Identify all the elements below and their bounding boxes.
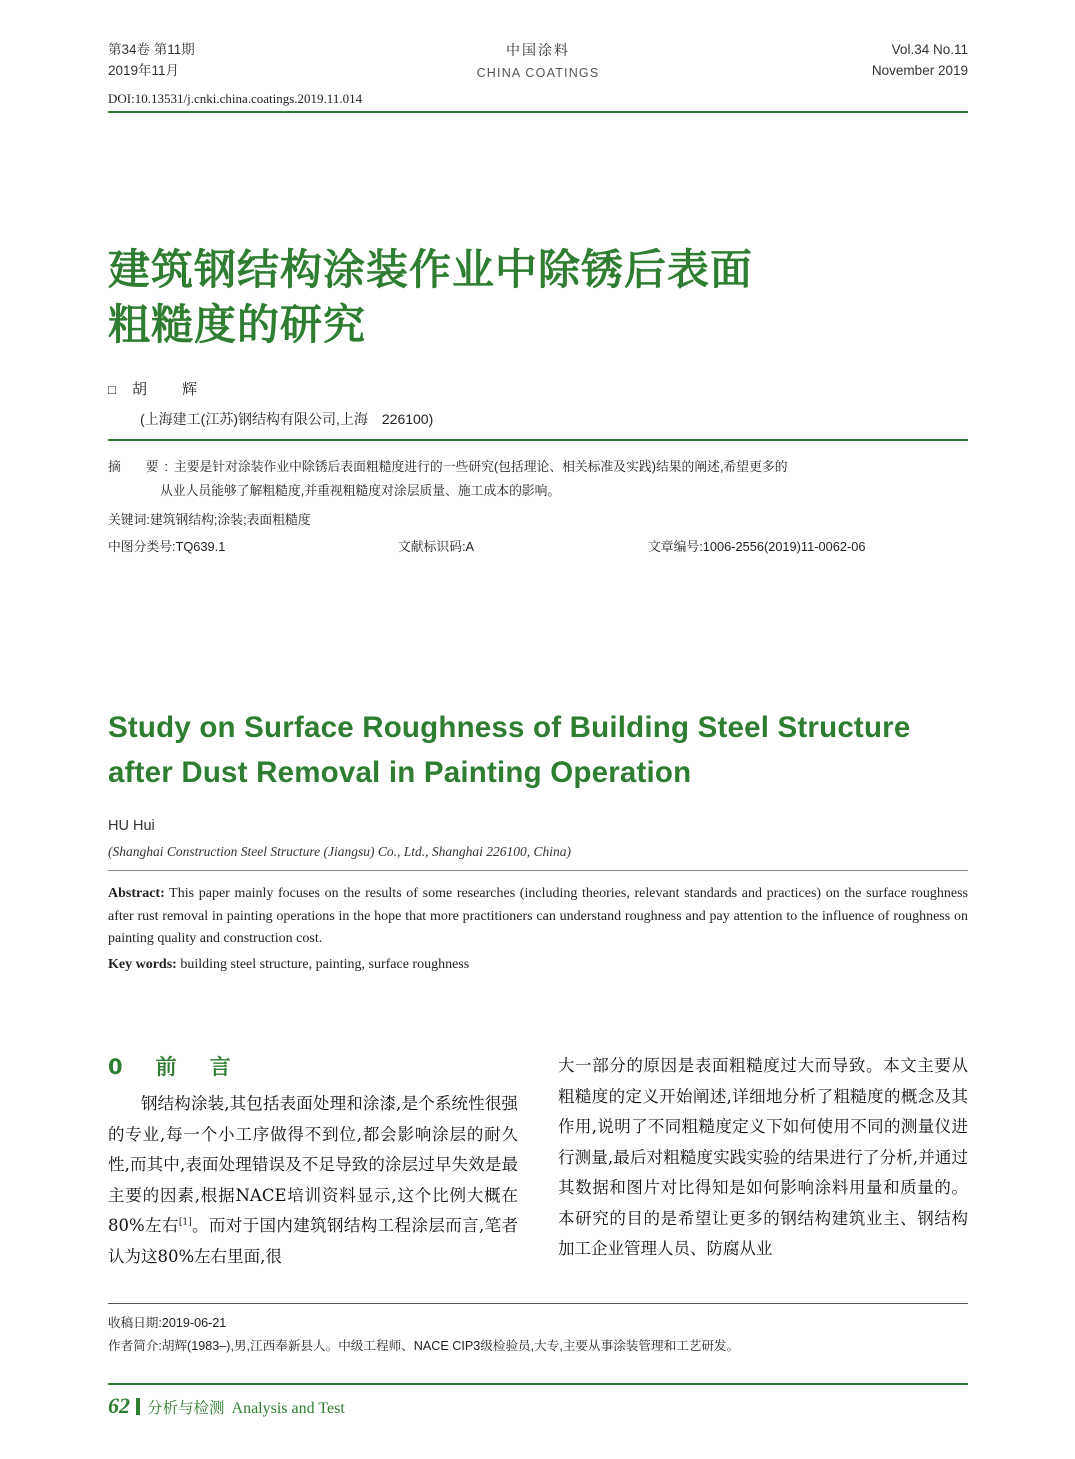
body-paragraph-right: 大一部分的原因是表面粗糙度过大而导致。本文主要从粗糙度的定义开始阐述,详细地分析了粗糙度的概念及其作用,说明了不同粗糙度定义下如何使用不同的测量仪进行测量,最后对粗糙度实践实验的结果进行了分析,并通过其数据和图片对比得知是如何影响涂料用量和质量的。本研究的目的是希望让更多的钢结构建筑业主、钢结构加工企业管理人员、防腐从业	[558, 1056, 968, 1259]
clc-number: 中图分类号:TQ639.1	[108, 538, 226, 554]
footer-bar-icon	[136, 1398, 140, 1415]
divider-green-top	[108, 439, 968, 441]
page-footer	[108, 1383, 968, 1419]
abstract-cn	[108, 455, 968, 502]
date-en: November 2019	[871, 62, 968, 78]
title-en-line1: Study on Surface Roughness of Building Steel Structure	[108, 710, 911, 744]
doi-line: DOI:10.13531/j.cnki.china.coatings.2019.11.014	[108, 91, 968, 113]
keywords-cn: 关键词:建筑钢结构;涂装;表面粗糙度	[108, 511, 311, 527]
body-columns	[108, 1051, 968, 1272]
author-cn	[108, 378, 968, 399]
running-head-right	[684, 40, 968, 82]
running-head-left	[108, 40, 392, 82]
title-cn-line2: 粗糙度的研究	[108, 299, 367, 349]
page-number: 62	[108, 1393, 130, 1418]
title-en-line2: after Dust Removal in Painting Operation	[108, 756, 692, 790]
abstract-cn-line2: 从业人员能够了解粗糙度,并重视粗糙度对涂层质量、施工成本的影响。	[160, 482, 561, 498]
keywords-en-text: building steel structure, painting, surface roughness	[176, 957, 470, 973]
volume-issue-cn: 第34卷 第11期	[108, 42, 195, 57]
title-cn-line1: 建筑钢结构涂装作业中除锈后表面	[108, 245, 754, 295]
article-id: 文章编号:1006-2556(2019)11-0062-06	[648, 538, 866, 554]
running-head-center	[392, 40, 684, 83]
affiliation-cn: (上海建工(江苏)钢结构有限公司,上海 226100)	[140, 411, 434, 428]
page-content	[108, 40, 968, 1272]
body-paragraph-left	[108, 1089, 518, 1272]
english-block	[108, 705, 968, 973]
author-name-cn: 胡 辉	[132, 381, 208, 399]
footer-section-en: Analysis and Test	[231, 1400, 345, 1417]
title-cn	[108, 243, 968, 352]
classification-codes	[108, 536, 968, 555]
document-code: 文献标识码:A	[398, 538, 475, 554]
date-cn: 2019年11月	[108, 62, 180, 78]
body-text-left-b: 。而对于国内建筑钢结构工程涂层而言,笔者认为这80%左右里面,很	[108, 1216, 518, 1266]
abstract-en	[108, 883, 968, 951]
abstract-en-label: Abstract:	[108, 886, 165, 902]
running-head	[108, 40, 968, 83]
body-text-left-a: 钢结构涂装,其包括表面处理和涂漆,是个系统性很强的专业,每一个小工序做得不到位,都会影响涂层的耐久性,而其中,表面处理错误及不足导致的涂层过早失效是最主要的因素,根据NACE培训资料显示,这个比例大概在80%左右	[108, 1094, 518, 1236]
journal-name-en: CHINA COATINGS	[476, 65, 600, 80]
keywords-en	[108, 957, 968, 973]
received-date: 收稿日期:2019-06-21	[108, 1316, 227, 1330]
author-marker-icon: □	[108, 382, 117, 398]
footer-section-cn: 分析与检测	[147, 1399, 225, 1417]
affiliation-en: (Shanghai Construction Steel Structure (Jiangsu) Co., Ltd., Shanghai 226100, China)	[108, 844, 968, 871]
abstract-cn-line1: 主要是针对涂装作业中除锈后表面粗糙度进行的一些研究(包括理论、相关标准及实践)结果的阐述,希望更多的	[173, 459, 788, 475]
abstract-cn-label: 摘 要:	[108, 459, 174, 475]
body-column-right	[558, 1051, 968, 1272]
journal-name-cn: 中国涂料	[505, 42, 570, 58]
author-bio: 作者简介:胡辉(1983–),男,江西奉新县人。中级工程师、NACE CIP3级检验员,大专,主要从事涂装管理和工艺研发。	[108, 1339, 740, 1354]
author-en: HU Hui	[108, 818, 155, 835]
keywords-en-label: Key words:	[108, 957, 177, 973]
footnotes	[108, 1303, 968, 1359]
title-en	[108, 705, 968, 796]
abstract-en-text: This paper mainly focuses on the results of some researches (including theories, relevant standards and practices) on the surface roughness after rust removal in painting operations in the hope that more practitioners can understand roughness and pay attention to the influence of roughness on painting quality and construction cost.	[108, 886, 968, 947]
section-heading-0: 0 前 言	[108, 1055, 237, 1080]
volume-issue-en: Vol.34 No.11	[891, 42, 968, 57]
body-column-left	[108, 1051, 518, 1272]
citation-marker: [1]	[178, 1217, 192, 1228]
